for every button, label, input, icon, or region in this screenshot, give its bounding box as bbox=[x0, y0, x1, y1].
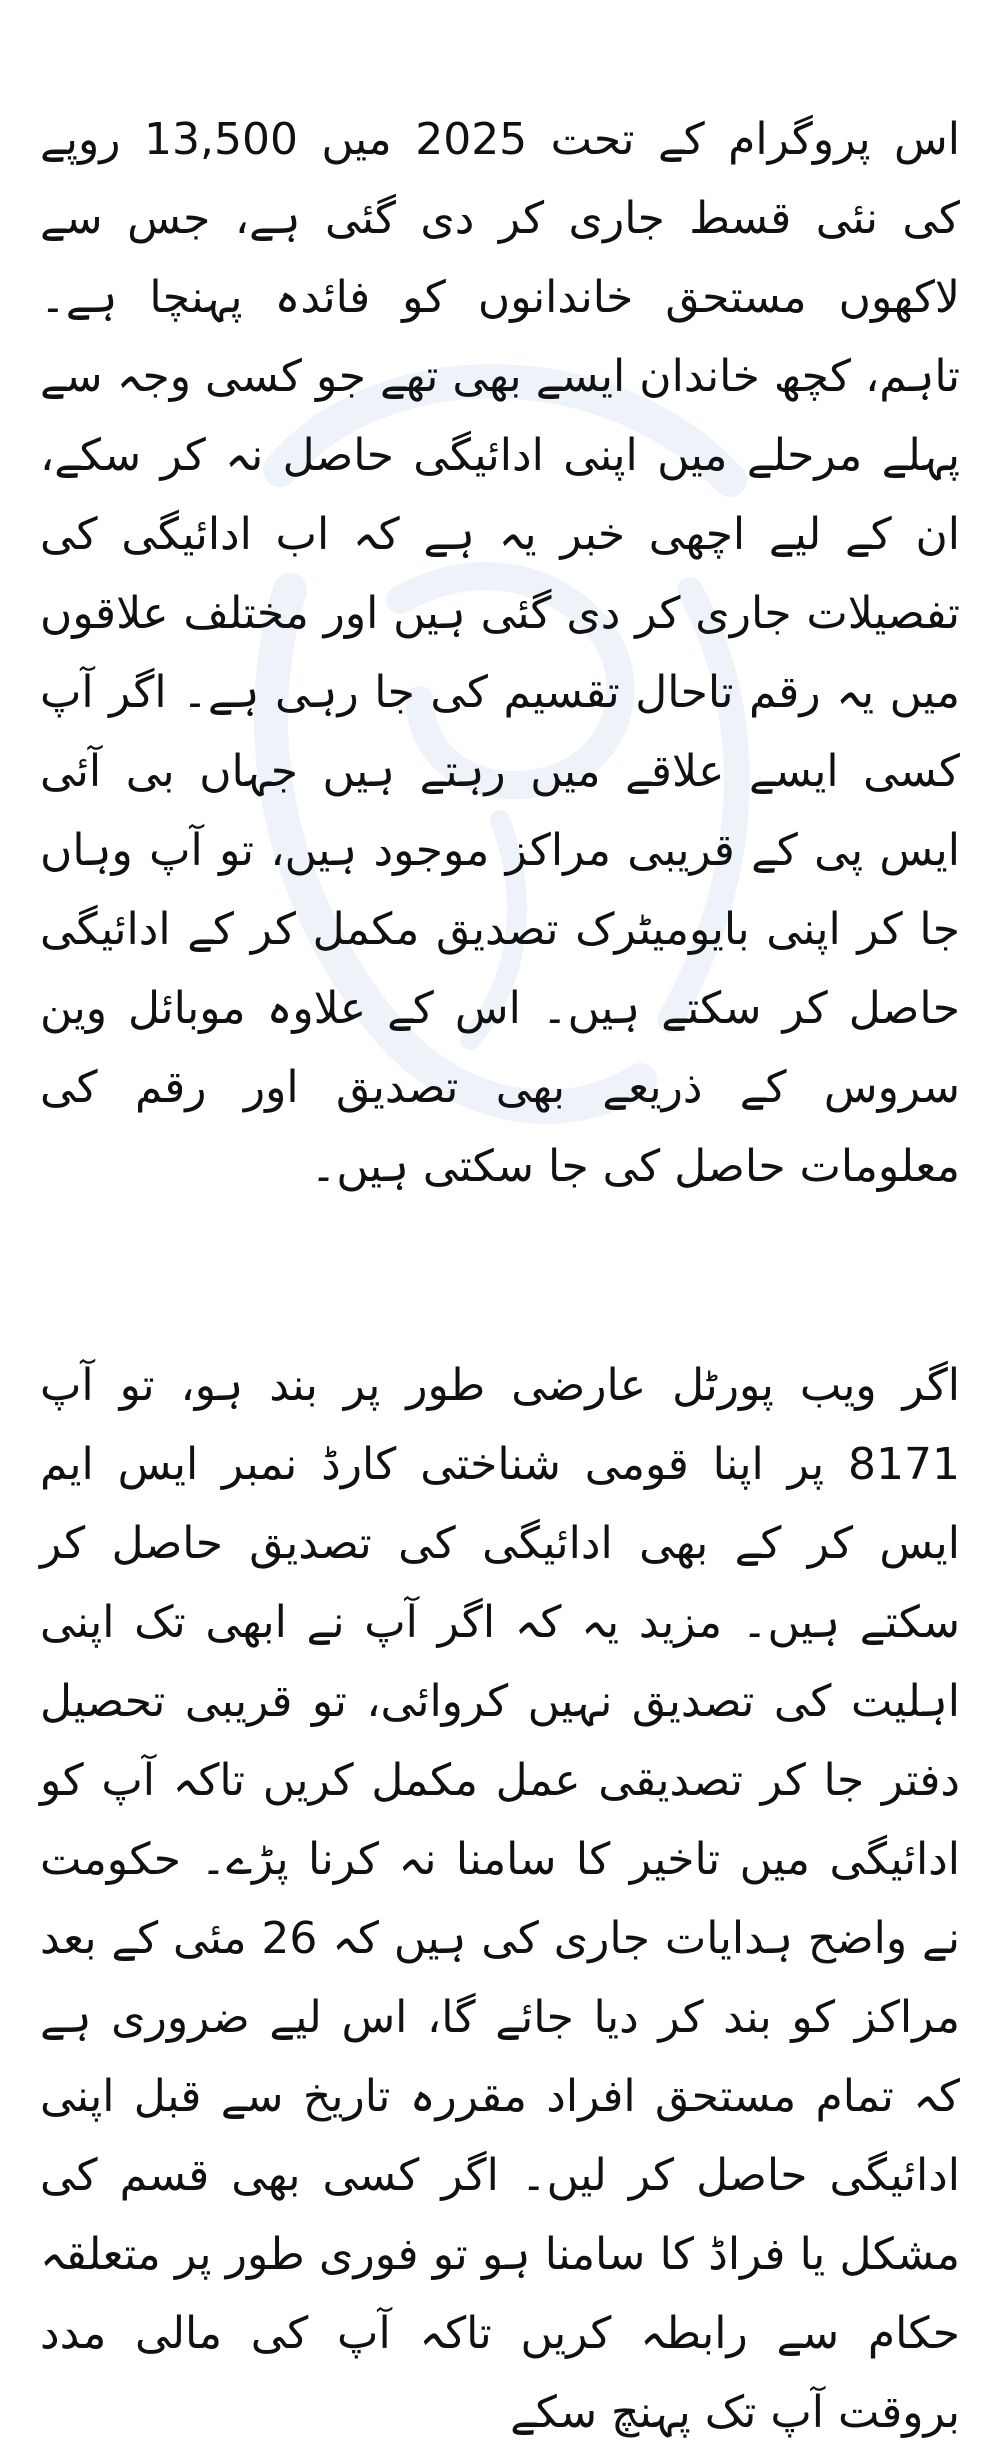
article-paragraph: اگر ویب پورٹل عارضی طور پر بند ہو، تو آپ 8171 پر اپنا قومی شناختی کارڈ نمبر ایس ایم ایس کر کے بھی ادائیگی کی تصدیق حاصل کر سکتے ہیں۔ مزید یہ کہ اگر آپ نے ابھی تک اپنی اہلیت کی تصدیق نہیں کروائی، تو قریبی تحصیل دفتر جا کر تصدیقی عمل مکمل کریں تاکہ آپ کو ادائیگی میں تاخیر کا سامنا نہ کرنا پڑے۔ حکومت نے واضح ہدایات جاری کی ہیں کہ 26 مئی کے بعد مراکز کو بند کر دیا جائے گا، اس لیے ضروری ہے کہ تمام مستحق افراد مقررہ تاریخ سے قبل اپنی ادائیگی حاصل کر لیں۔ اگر کسی بھی قسم کی مشکل یا فراڈ کا سامنا ہو تو فوری طور پر متعلقہ حکام سے رابطہ کریں تاکہ آپ کی مالی مدد بروقت آپ تک پہنچ سکے bbox=[40, 1360, 960, 2438]
article-body bbox=[40, 100, 960, 2452]
article-paragraph: اس پروگرام کے تحت 2025 میں 13,500 روپے کی نئی قسط جاری کر دی گئی ہے، جس سے لاکھوں مستحق خاندانوں کو فائدہ پہنچا ہے۔ تاہم، کچھ خاندان ایسے بھی تھے جو کسی وجہ سے پہلے مرحلے میں اپنی ادائیگی حاصل نہ کر سکے، ان کے لیے اچھی خبر یہ ہے کہ اب ادائیگی کی تفصیلات جاری کر دی گئی ہیں اور مختلف علاقوں میں یہ رقم تاحال تقسیم کی جا رہی ہے۔ اگر آپ کسی ایسے علاقے میں رہتے ہیں جہاں بی آئی ایس پی کے قریبی مراکز موجود ہیں، تو آپ وہاں جا کر اپنی بایومیٹرک تصدیق مکمل کر کے ادائیگی حاصل کر سکتے ہیں۔ اس کے علاوہ موبائل وین سروس کے ذریعے بھی تصدیق اور رقم کی معلومات حاصل کی جا سکتی ہیں۔ bbox=[40, 114, 960, 1192]
